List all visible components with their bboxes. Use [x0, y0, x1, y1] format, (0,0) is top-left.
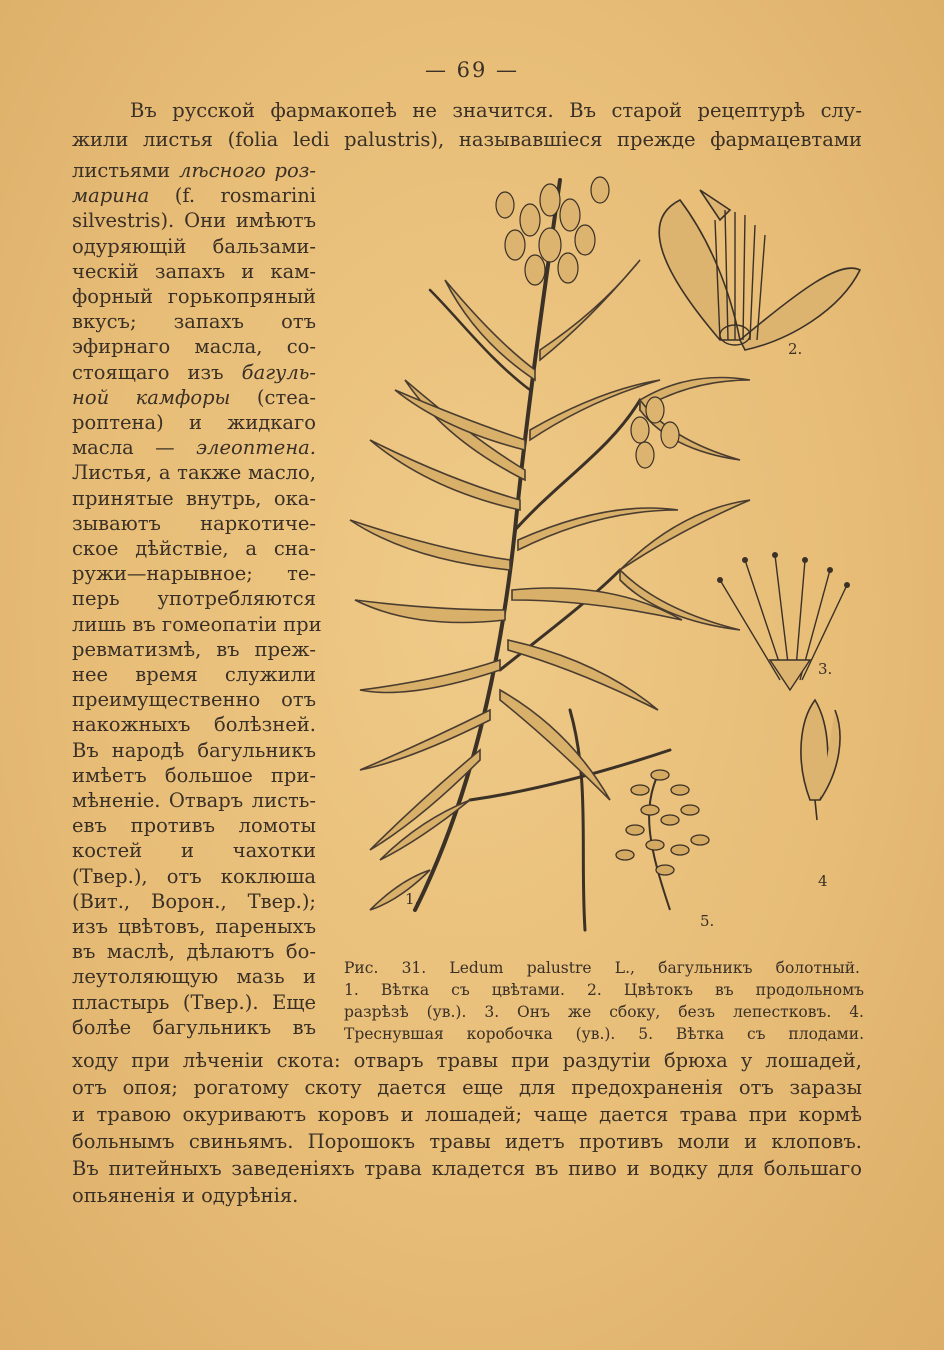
- figure-label-3: 3.: [818, 660, 833, 678]
- column-line: [72, 561, 316, 586]
- italic-term: ной камфоры: [72, 385, 231, 409]
- column-line: [72, 662, 316, 687]
- line-text: принятые внутрь, ока-: [72, 486, 316, 510]
- body-line: опьяненія и одурѣнія.: [72, 1184, 299, 1207]
- line-text: имѣетъ большое при-: [72, 763, 316, 787]
- column-line: [72, 385, 316, 410]
- line-text: изъ цвѣтовъ, пареныхъ: [72, 915, 316, 938]
- body-line: отъ опоя; рогатому скоту дается еще для предохраненія отъ заразы: [72, 1076, 862, 1099]
- figure-label-2: 2.: [788, 340, 803, 358]
- caption-line: Треснувшая коробочка (ув.). 5. Вѣтка съ плодами.: [344, 1025, 864, 1043]
- body-line: Въ питейныхъ заведеніяхъ трава кладется въ пиво и водку для большаго: [72, 1157, 862, 1180]
- caption-line: разрѣзѣ (ув.). 3. Онъ же сбоку, безъ лепестковъ. 4.: [344, 1003, 864, 1021]
- line-text: леутоляющую мазь и: [72, 965, 316, 989]
- line-text: листьями: [72, 159, 179, 182]
- line-text: пластырь (Твер.). Еще: [72, 990, 316, 1014]
- column-line: [72, 612, 322, 637]
- column-line: [72, 864, 316, 889]
- body-line: ходу при лѣченіи скота: отваръ травы при раздутіи брюха у лошадей,: [72, 1049, 862, 1072]
- column-line: [72, 410, 316, 435]
- column-line: [72, 183, 316, 208]
- italic-term: багуль-: [241, 360, 316, 384]
- column-line: [72, 838, 316, 863]
- column-line: [72, 360, 316, 385]
- column-line: [72, 586, 316, 611]
- body-line: больнымъ свиньямъ. Порошокъ травы идетъ противъ моли и клоповъ.: [72, 1130, 862, 1153]
- line-text: форный горькопряный: [72, 285, 316, 308]
- line-text: silvestris). Они имѣютъ: [72, 209, 316, 233]
- italic-term: элеоптена.: [196, 436, 316, 460]
- column-line: [72, 889, 316, 914]
- column-line: [72, 334, 316, 359]
- line-text: нее время служили: [72, 663, 316, 686]
- line-text: одуряющій бальзами-: [72, 234, 316, 258]
- column-line: [72, 158, 316, 183]
- column-line: [72, 763, 316, 788]
- line-text: (Твер.), отъ коклюша: [72, 864, 316, 888]
- column-line: [72, 309, 316, 334]
- line-text: Листья, а также масло,: [72, 461, 316, 485]
- column-line: [72, 813, 316, 838]
- line-text: ревматизмѣ, въ преж-: [72, 637, 316, 661]
- figure-label-4: 4: [818, 872, 828, 890]
- line-text: (Вит., Ворон., Твер.);: [72, 889, 316, 913]
- column-line: [72, 788, 316, 813]
- column-line: [72, 990, 316, 1015]
- column-line: [72, 435, 316, 460]
- body-line: и травою окуриваютъ коровъ и лошадей; чаще дается трава при кормѣ: [72, 1103, 862, 1126]
- column-line: [72, 259, 316, 284]
- line-text: ружи—нарывное; те-: [72, 562, 316, 586]
- line-text: евъ противъ ломоты: [72, 814, 316, 838]
- line-text: болѣе багульникъ въ: [72, 1015, 316, 1039]
- line-text: перь употребляются: [72, 587, 316, 611]
- column-line: [72, 964, 316, 989]
- column-line: [72, 738, 316, 763]
- caption-line: 1. Вѣтка съ цвѣтами. 2. Цвѣтокъ въ продольномъ: [344, 981, 864, 999]
- caption-line: Рис. 31. Ledum palustre L., багульникъ болотный.: [344, 959, 860, 977]
- ledum-palustre-illustration: [340, 150, 880, 940]
- line-text: масла —: [72, 436, 197, 460]
- italic-term: марина: [72, 184, 150, 208]
- line-text: (f. rosmarini: [149, 184, 316, 208]
- column-line: [72, 536, 316, 561]
- page-number: — 69 —: [424, 58, 520, 82]
- line-text: въ маслѣ, дѣлаютъ бо-: [72, 940, 316, 964]
- column-line: [72, 914, 316, 939]
- line-text: Въ народѣ багульникъ: [72, 738, 316, 762]
- column-line: [72, 1015, 316, 1040]
- column-line: [72, 511, 316, 536]
- column-line: [72, 208, 316, 233]
- line-text: накожныхъ болѣзней.: [72, 713, 316, 737]
- intro-line: жили листья (folia ledi palustris), называвшіеся прежде фармацевтами: [72, 128, 862, 151]
- line-text: ское дѣйствіе, а сна-: [72, 537, 316, 560]
- line-text: костей и чахотки: [72, 839, 316, 863]
- line-text: роптена) и жидкаго: [72, 411, 316, 434]
- column-line: [72, 687, 316, 712]
- line-text: (стеа-: [230, 385, 316, 409]
- line-text: преимущественно отъ: [72, 688, 316, 712]
- italic-term: лѣсного роз-: [179, 159, 316, 182]
- line-text: ческій запахъ и кам-: [72, 259, 316, 283]
- line-text: мѣненіе. Отваръ листь-: [72, 789, 316, 812]
- column-line: [72, 486, 316, 511]
- column-line: [72, 712, 316, 737]
- line-text: лишь въ гомеопатіи при: [72, 612, 322, 636]
- line-text: стоящаго изъ: [72, 360, 242, 384]
- figure-label-1: 1.: [405, 890, 420, 908]
- line-text: эфирнаго масла, со-: [72, 335, 316, 359]
- line-text: зываютъ наркотиче-: [72, 511, 316, 535]
- figure-label-5: 5.: [700, 912, 715, 930]
- column-line: [72, 234, 316, 259]
- column-line: [72, 637, 316, 662]
- column-line: [72, 284, 316, 309]
- column-line: [72, 939, 316, 964]
- intro-line: Въ русской фармакопеѣ не значится. Въ старой рецептурѣ слу-: [130, 99, 862, 122]
- line-text: вкусъ; запахъ отъ: [72, 310, 316, 334]
- column-line: [72, 460, 316, 485]
